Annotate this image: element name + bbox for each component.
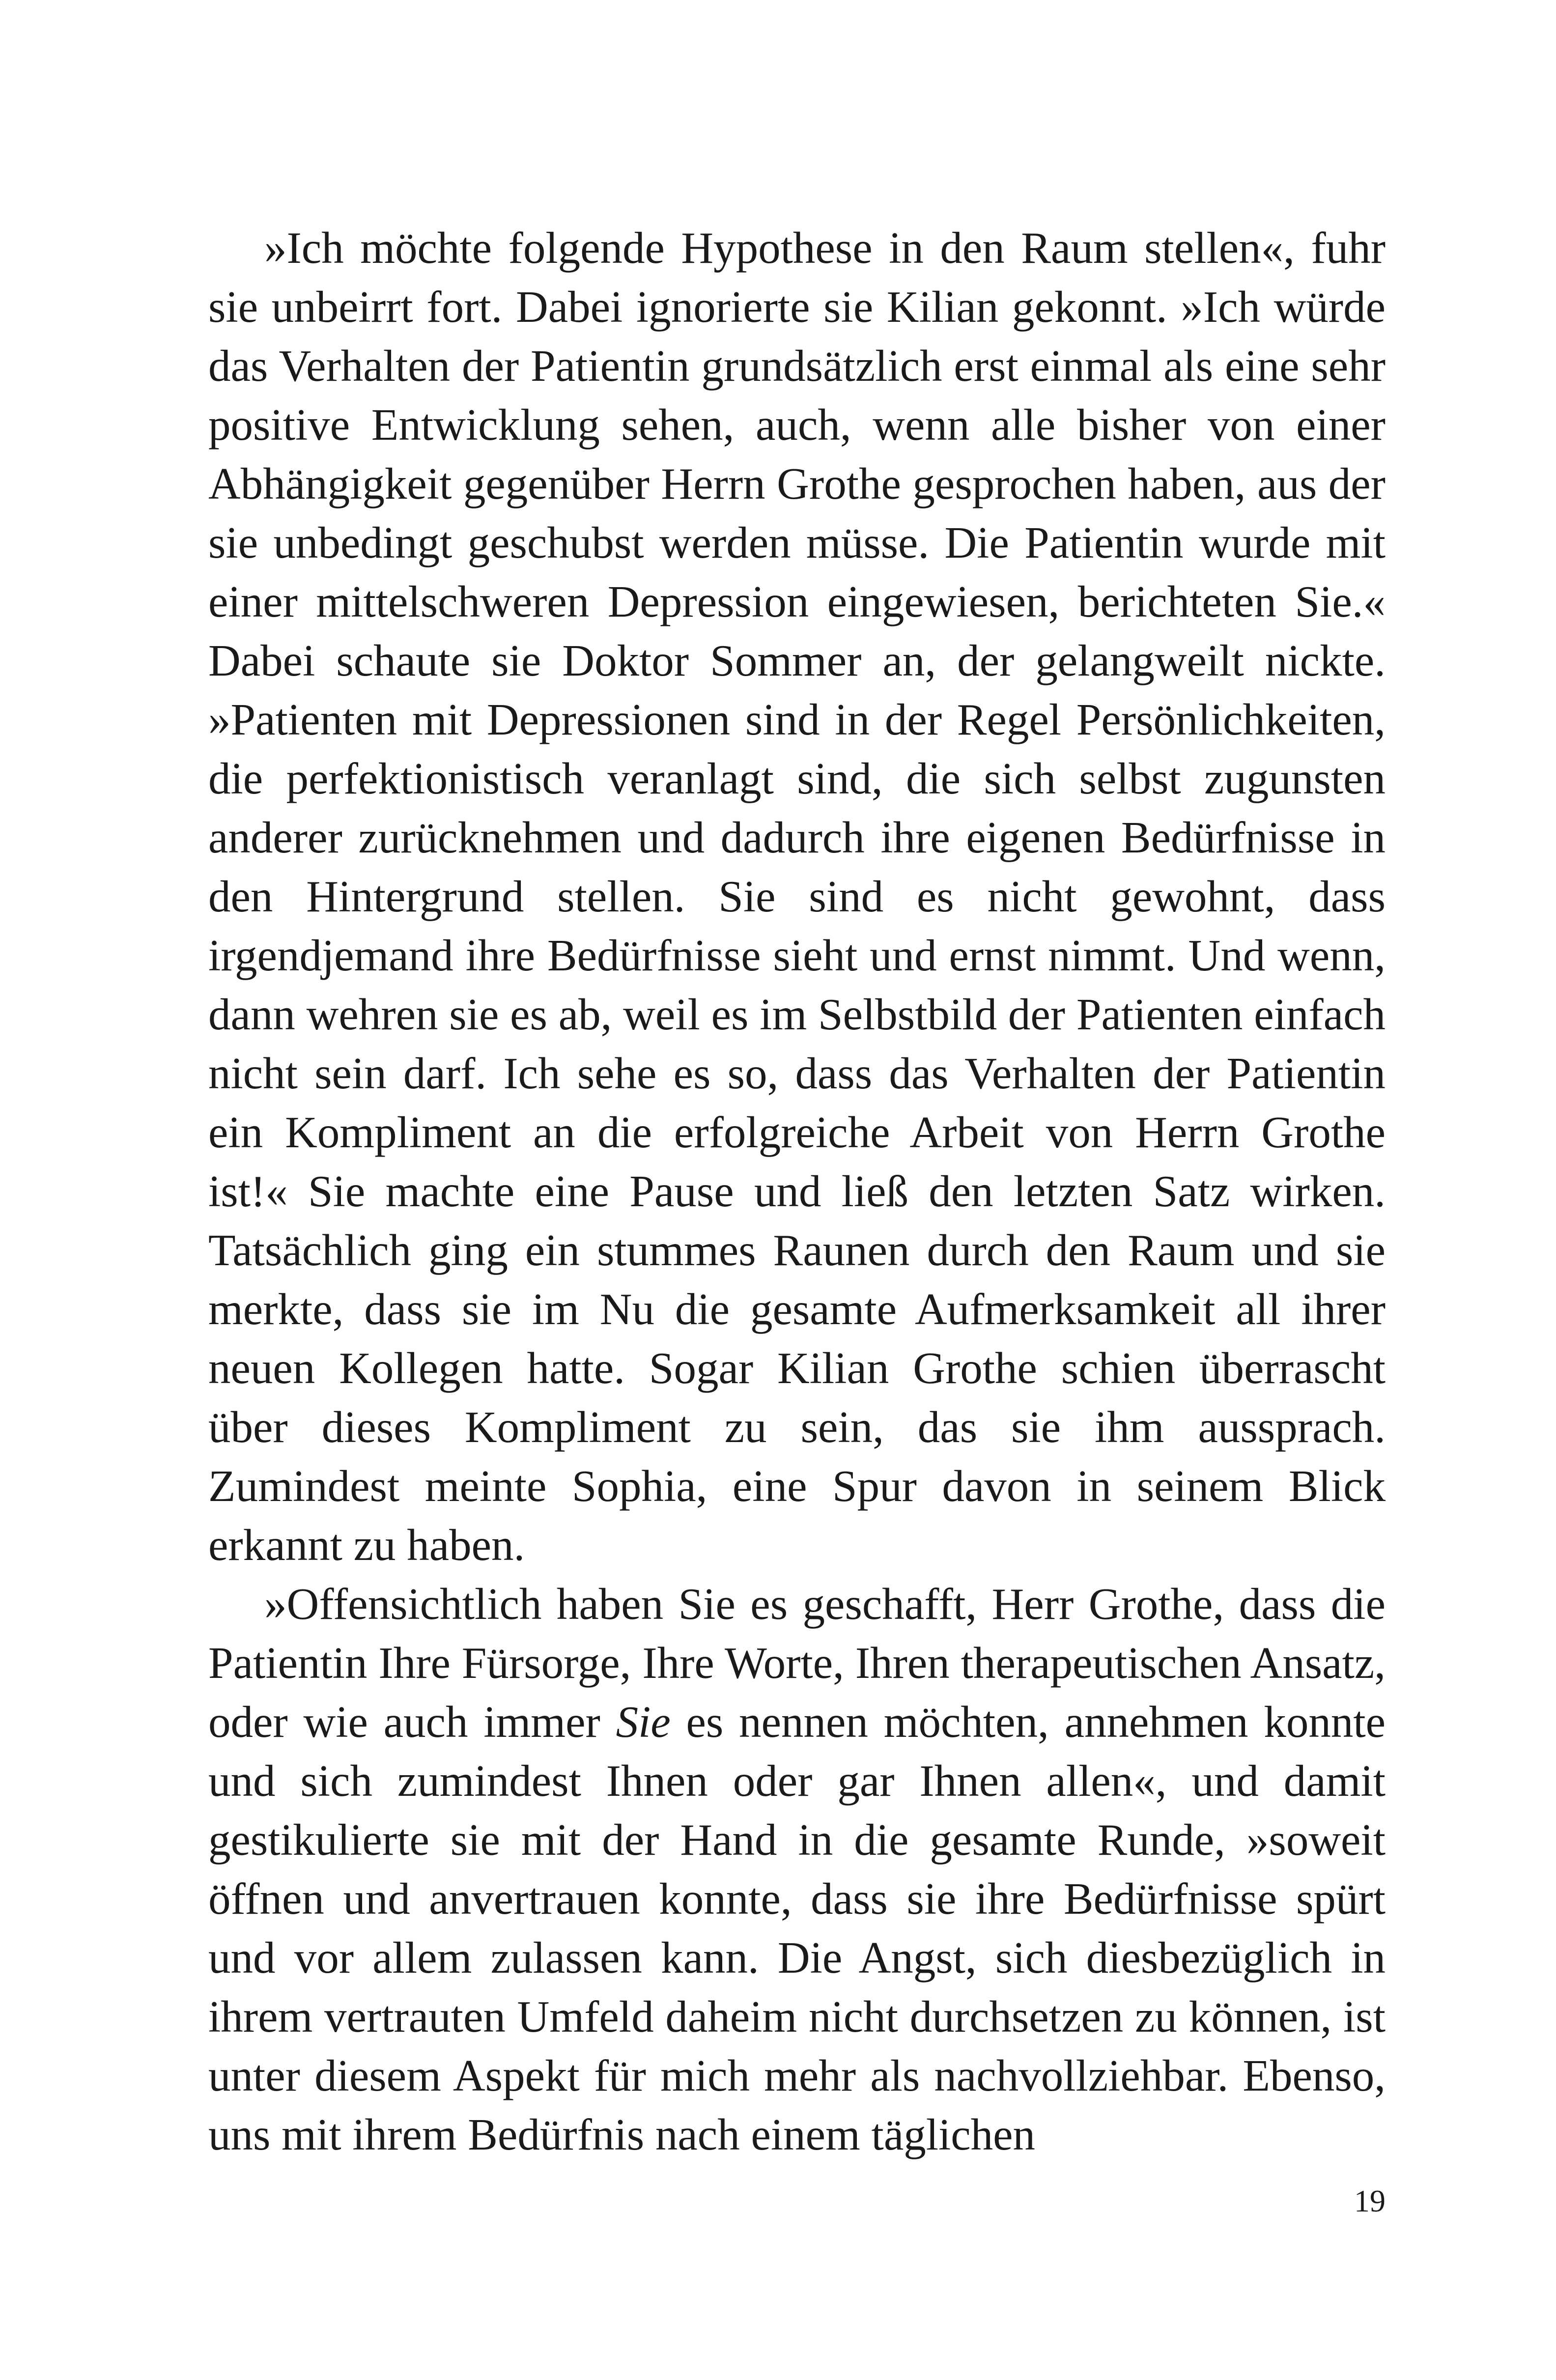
- text-segment: »Ich möchte folgende Hypothese in den Raum stellen«, fuhr sie unbeirrt fort. Dabei ignorierte sie Kilian gekonnt. »Ich würde das Verhalten der Patientin grundsätzlich erst einmal als eine sehr positive Entwicklung sehen, auch, wenn alle bisher von einer Abhängigkeit gegenüber Herrn Grothe gesprochen haben, aus der sie unbedingt geschubst werden müsse. Die Patientin wurde mit einer mittelschweren Depression eingewiesen, berichteten Sie.« Dabei schaute sie Doktor Sommer an, der gelangweilt nickte. »Patienten mit Depressionen sind in der Regel Persönlichkeiten, die perfektionistisch veranlagt sind, die sich selbst zugunsten anderer zurücknehmen und dadurch ihre eigenen Bedürfnisse in den Hintergrund stellen. Sie sind es nicht gewohnt, dass irgendjemand ihre Bedürfnisse sieht und ernst nimmt. Und wenn, dann wehren sie es ab, weil es im Selbstbild der Patienten einfach nicht sein darf. Ich sehe es so, dass das Verhalten der Patientin ein Kompliment an die erfolgreiche Arbeit von Herrn Grothe ist!« Sie machte eine Pause und ließ den letzten Satz wirken. Tatsächlich ging ein stummes Raunen durch den Raum und sie merkte, dass sie im Nu die gesamte Aufmerksamkeit all ihrer neuen Kollegen hatte. Sogar Kilian Grothe schien überrascht über dieses Kompliment zu sein, das sie ihm aussprach. Zumindest meinte Sophia, eine Spur davon in seinem Blick erkannt zu haben.: [208, 223, 1386, 1570]
- page-number: 19: [1354, 2183, 1386, 2218]
- emphasis-text: Sie: [616, 1697, 671, 1747]
- paragraph: [208, 1575, 1386, 2164]
- text-segment: es nennen möchten, annehmen konnte und sich zumindest Ihnen oder gar Ihnen allen«, und damit gestikulierte sie mit der Hand in die gesamte Runde, »soweit öffnen und anvertrauen konnte, dass sie ihre Bedürfnisse spürt und vor allem zulassen kann. Die Angst, sich diesbezüglich in ihrem vertrauten Umfeld daheim nicht durchsetzen zu können, ist unter diesem Aspekt für mich mehr als nachvollziehbar. Ebenso, uns mit ihrem Bedürfnis nach einem täglichen: [208, 1697, 1386, 2159]
- paragraph: [208, 219, 1386, 1575]
- text-segment: »Offensichtlich haben Sie es geschafft, Herr Grothe, dass die Patientin Ihre Fürsorge, Ihre Worte, Ihren therapeutischen Ansatz, oder wie auch immer: [208, 1579, 1386, 1747]
- body-text: [208, 219, 1386, 2164]
